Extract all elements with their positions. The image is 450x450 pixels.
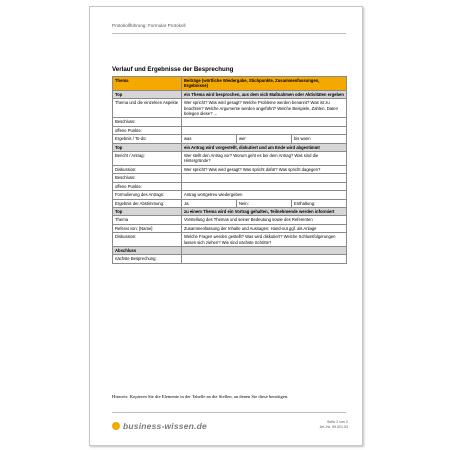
table-row: [113, 224, 347, 232]
footer-divider: [112, 412, 346, 413]
header-beitraege: Beiträge (wörtliche Wiedergabe, Stichpunkte, Zusammenfassungen, Ergebnisse): [182, 77, 347, 91]
top2-diskussion-value[interactable]: Wer spricht? Was wird gesagt? Was spricht dafür? Was spricht dagegen?: [182, 165, 347, 173]
top3-row: [113, 207, 347, 215]
table-row: [113, 99, 347, 118]
top3-desc: zu einem Thema wird ein Vortrag gehalten, Teilnehmende werden informiert: [182, 207, 347, 215]
top1-thema-label: Thema und die einzelnen Aspekte: [113, 99, 182, 118]
vote-nein[interactable]: Nein:: [237, 199, 292, 207]
top1-beschluss-value[interactable]: [182, 118, 347, 126]
table-row: [113, 233, 347, 247]
table-row: [113, 126, 347, 134]
top1-ergebnis-label: Ergebnis / To-do:: [113, 135, 182, 143]
abschluss-fill: [182, 246, 347, 254]
document-page: [89, 6, 363, 446]
naechste-label: nächste Besprechung:: [113, 255, 182, 263]
page-info: [320, 420, 348, 430]
protocol-table: [112, 76, 347, 264]
top3-label: Top: [113, 207, 182, 215]
table-row: [113, 165, 347, 173]
vote-enthaltung[interactable]: Enthaltung:: [292, 199, 347, 207]
table-row: [113, 135, 347, 143]
top3-diskussion-value[interactable]: Welche Fragen werden gestellt? Was wird diskutiert? Welche Schlussfolgerungen lassen sich ziehen? Wie sind nächste Schritte?: [182, 233, 347, 247]
table-header-row: [113, 77, 347, 91]
header-divider: [112, 33, 346, 34]
todo-wer[interactable]: wer: [237, 135, 292, 143]
top2-beschluss-label: Beschluss:: [113, 174, 182, 182]
top2-beschluss-value[interactable]: [182, 174, 347, 182]
todo-was[interactable]: was: [182, 135, 237, 143]
top3-thema-value[interactable]: Vorstellung des Themas und seiner Bedeutung sowie des Referenten: [182, 216, 347, 224]
top2-row: [113, 143, 347, 151]
top3-diskussion-label: Diskussion:: [113, 233, 182, 247]
table-row: [113, 152, 347, 166]
page-number: Seite 2 von 2: [327, 420, 348, 424]
top2-formulierung-value[interactable]: Antrag wortgetreu wiedergeben: [182, 191, 347, 199]
top2-desc: ein Antrag wird vorgestellt, diskutiert und am Ende wird abgestimmt: [182, 143, 347, 151]
article-number: Art.-Nr. 99.021.03: [319, 425, 348, 429]
table-row: [113, 216, 347, 224]
document-header: Protokollführung: Formular Protokoll: [112, 23, 186, 28]
vote-ja[interactable]: Ja:: [182, 199, 237, 207]
logo-text: business-wissen.de: [123, 421, 207, 431]
top3-referat-value[interactable]: Zusammenfassung der Inhalte und Aussagen; Hand-out ggf. als Anlage: [182, 224, 347, 232]
abschluss-label: Abschluss: [113, 246, 182, 254]
top1-label: Top: [113, 90, 182, 98]
top3-referat-label: Referat von: [Name]: [113, 224, 182, 232]
top2-offene-value[interactable]: [182, 182, 347, 190]
top2-diskussion-label: Diskussion:: [113, 165, 182, 173]
top1-row: [113, 90, 347, 98]
top1-thema-value[interactable]: Wer spricht? Was wird gesagt? Welche Probleme werden benannt? Was ist zu beachten? Welche Argumente werden angeführt? Welche Beispiele, Zahlen, Daten belegen diese? ...: [182, 99, 347, 118]
todo-bis-wann[interactable]: bis wann: [292, 135, 347, 143]
top1-offene-label: offene Punkte:: [113, 126, 182, 134]
brand-logo: [112, 421, 207, 431]
table-row: [113, 174, 347, 182]
section-title: Verlauf und Ergebnisse der Besprechung: [112, 66, 234, 73]
hint-text: Hinweis: Kopieren Sie die Elemente in der Tabelle an die Stellen, an denen Sie diese benötigen.: [112, 394, 289, 399]
top2-bericht-label: Bericht / Antrag:: [113, 152, 182, 166]
table-row: [113, 255, 347, 263]
table-row: [113, 191, 347, 199]
top2-abstimmung-label: Ergebnis der Abstimmung:: [113, 199, 182, 207]
top2-offene-label: offene Punkte:: [113, 182, 182, 190]
naechste-value[interactable]: [182, 255, 347, 263]
table-row: [113, 199, 347, 207]
top1-beschluss-label: Beschluss:: [113, 118, 182, 126]
header-thema: Thema: [113, 77, 182, 91]
top1-desc: ein Thema wird besprochen, aus dem sich Maßnahmen oder Aktivitäten ergeben: [182, 90, 347, 98]
table-row: [113, 182, 347, 190]
top2-bericht-value[interactable]: Wer stellt den Antrag vor? Worum geht es bei dem Antrag? Was sind die Hintergründe?: [182, 152, 347, 166]
top3-thema-label: Thema: [113, 216, 182, 224]
top1-offene-value[interactable]: [182, 126, 347, 134]
top2-formulierung-label: Formulierung des Antrags:: [113, 191, 182, 199]
table-row: [113, 118, 347, 126]
logo-dot-icon: [112, 422, 120, 430]
abschluss-row: [113, 246, 347, 254]
top2-label: Top: [113, 143, 182, 151]
